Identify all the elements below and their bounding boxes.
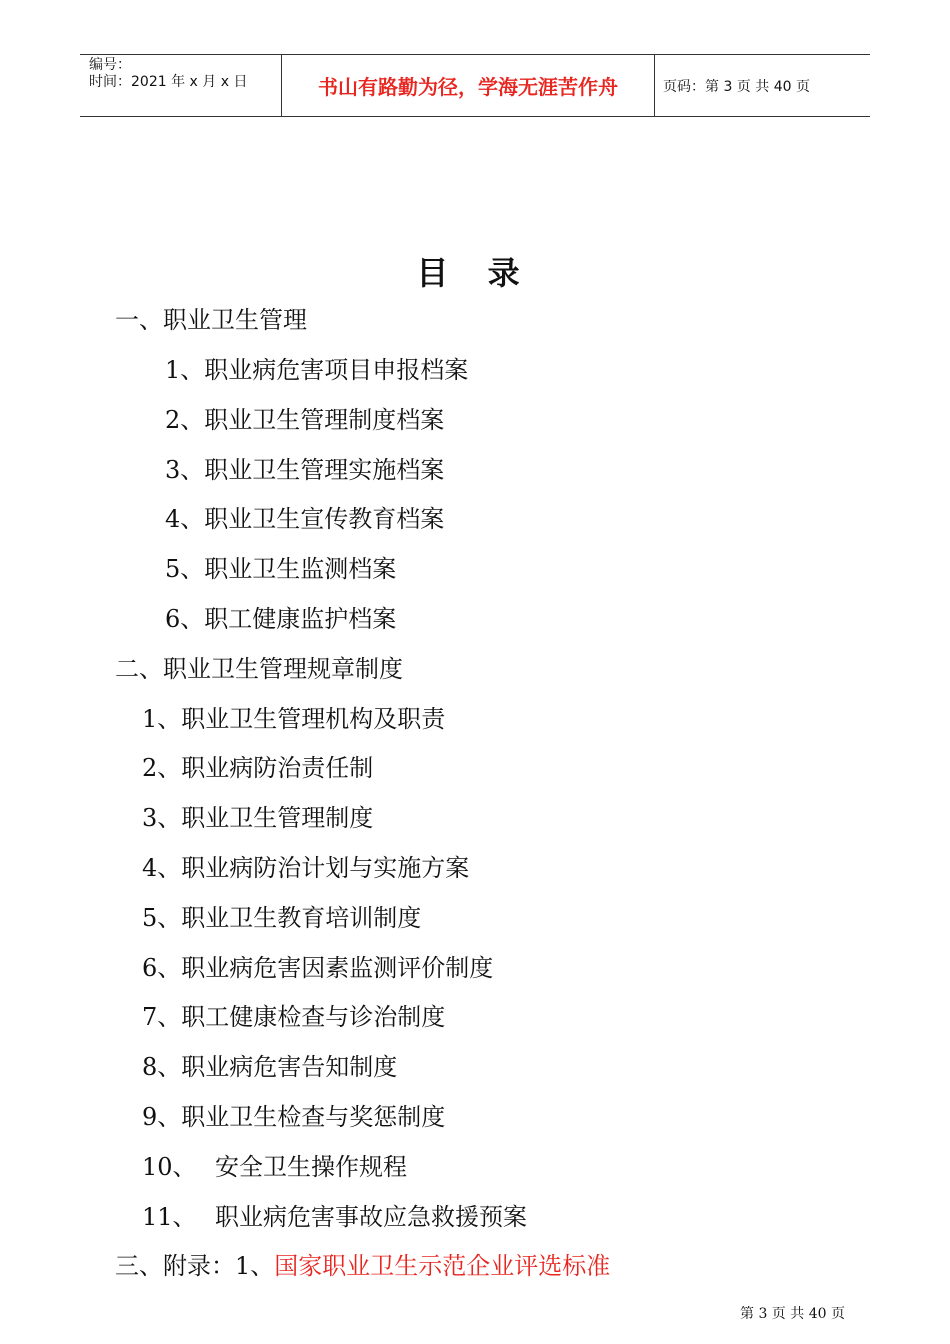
toc-item: 6、职工健康监护档案 xyxy=(165,605,397,633)
toc-item: 6、职业病危害因素监测评价制度 xyxy=(142,954,494,982)
toc-section-3 xyxy=(115,1251,610,1281)
appendix-link[interactable]: 国家职业卫生示范企业评选标准 xyxy=(274,1252,611,1280)
header-meta xyxy=(80,55,282,116)
toc-item: 职业病危害事故应急救援预案 xyxy=(215,1203,527,1231)
header-page-number: 页码：第 3 页 共 40 页 xyxy=(663,78,810,95)
toc-item-number: 10、 xyxy=(142,1153,197,1181)
toc-item: 1、职业卫生管理机构及职责 xyxy=(142,705,446,733)
toc-item: 9、职业卫生检查与奖惩制度 xyxy=(142,1103,446,1131)
page-title: 目 录 xyxy=(416,254,534,292)
toc-item: 2、职业病防治责任制 xyxy=(142,754,374,782)
header-motto: 书山有路勤为径，学海无涯苦作舟 xyxy=(282,55,655,116)
toc-item: 3、职业卫生管理制度 xyxy=(142,804,374,832)
toc-item: 3、职业卫生管理实施档案 xyxy=(165,456,445,484)
toc-section-1: 一、职业卫生管理 xyxy=(115,306,307,334)
toc-item: 1、职业病危害项目申报档案 xyxy=(165,356,469,384)
toc-item: 4、职业病防治计划与实施方案 xyxy=(142,854,470,882)
page-footer: 第 3 页 共 40 页 xyxy=(740,1306,845,1322)
toc-item-number: 11、 xyxy=(142,1203,197,1231)
toc-section-2: 二、职业卫生管理规章制度 xyxy=(115,655,403,683)
toc-item: 8、职业病危害告知制度 xyxy=(142,1053,398,1081)
doc-number-label: 编号： xyxy=(89,57,131,73)
toc-item: 4、职业卫生宣传教育档案 xyxy=(165,505,445,533)
toc-item: 5、职业卫生教育培训制度 xyxy=(142,904,422,932)
toc-item: 5、职业卫生监测档案 xyxy=(165,555,397,583)
toc-item: 安全卫生操作规程 xyxy=(215,1153,407,1181)
toc-section-3-prefix: 三、附录：1、 xyxy=(115,1252,275,1280)
toc-item: 7、职工健康检查与诊治制度 xyxy=(142,1003,446,1031)
doc-time-label: 时间：2021 年 x 月 x 日 xyxy=(89,74,248,90)
toc-item: 2、职业卫生管理制度档案 xyxy=(165,406,445,434)
page-header xyxy=(80,54,870,117)
